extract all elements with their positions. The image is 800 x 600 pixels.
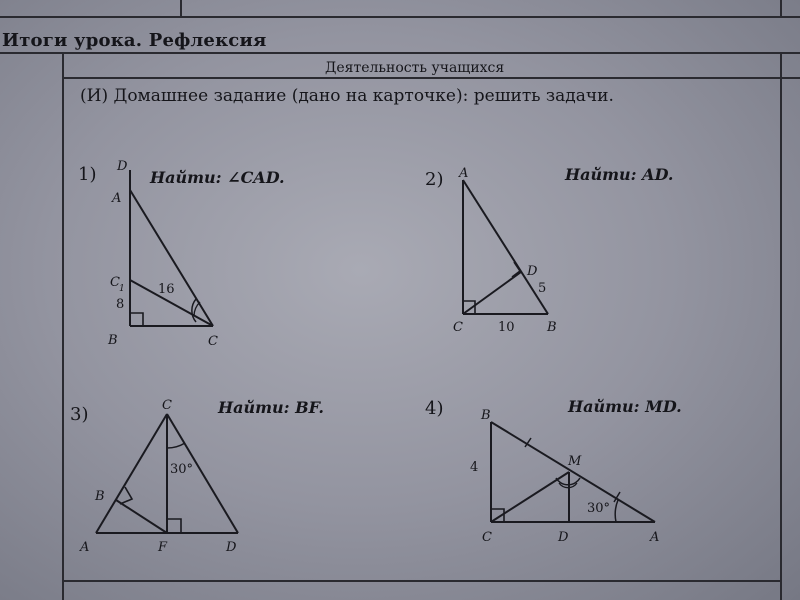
p1-length-c1b: 8 <box>116 297 125 312</box>
p3-angle: 30° <box>170 462 194 477</box>
p4-point-m: M <box>568 454 582 469</box>
p1-point-b: B <box>108 333 118 348</box>
p2-point-d: D <box>527 264 538 279</box>
p1-point-c1: C <box>110 275 120 290</box>
p4-point-d: D <box>558 530 569 545</box>
p4-point-c: C <box>482 530 492 545</box>
problem-4-number: 4) <box>425 398 444 419</box>
p1-point-a: A <box>112 191 122 206</box>
p3-point-c: C <box>162 398 172 413</box>
p1-point-d: D <box>117 159 128 174</box>
p3-point-a: A <box>80 540 90 555</box>
p1-point-c1-sub: 1 <box>119 284 125 294</box>
p4-angle: 30° <box>587 501 611 516</box>
problem-2-find: Найти: AD. <box>565 165 674 184</box>
column-header: Деятельность учащихся <box>325 60 505 76</box>
p3-point-b: B <box>95 489 105 504</box>
p4-point-a: A <box>650 530 660 545</box>
section-title: Итоги урока. Рефлексия <box>2 30 267 51</box>
p4-length-bc: 4 <box>470 460 479 475</box>
p4-point-b: B <box>481 408 491 423</box>
p2-point-b: B <box>547 320 557 335</box>
figure-4-triangle <box>491 422 655 522</box>
problem-3-number: 3) <box>70 404 89 425</box>
problem-1-find: Найти: ∠CAD. <box>150 168 285 187</box>
p3-point-d: D <box>226 540 237 555</box>
p2-point-c: C <box>453 320 463 335</box>
homework-task: (И) Домашнее задание (дано на карточке): решить задачи. <box>80 86 614 106</box>
problem-1-number: 1) <box>78 164 97 185</box>
p2-point-a: A <box>459 166 469 181</box>
figure-1-triangle <box>130 170 213 326</box>
p2-length-db: 5 <box>538 281 547 296</box>
p1-point-c: C <box>208 334 218 349</box>
problem-3-find: Найти: BF. <box>218 398 324 417</box>
figure-2-triangle <box>463 180 548 314</box>
p2-length-cb: 10 <box>498 320 515 335</box>
problem-2-number: 2) <box>425 169 444 190</box>
p3-point-f: F <box>158 540 168 555</box>
figure-3-triangle <box>96 414 238 533</box>
p1-length-c1c: 16 <box>158 282 175 297</box>
problem-4-find: Найти: MD. <box>568 397 682 416</box>
